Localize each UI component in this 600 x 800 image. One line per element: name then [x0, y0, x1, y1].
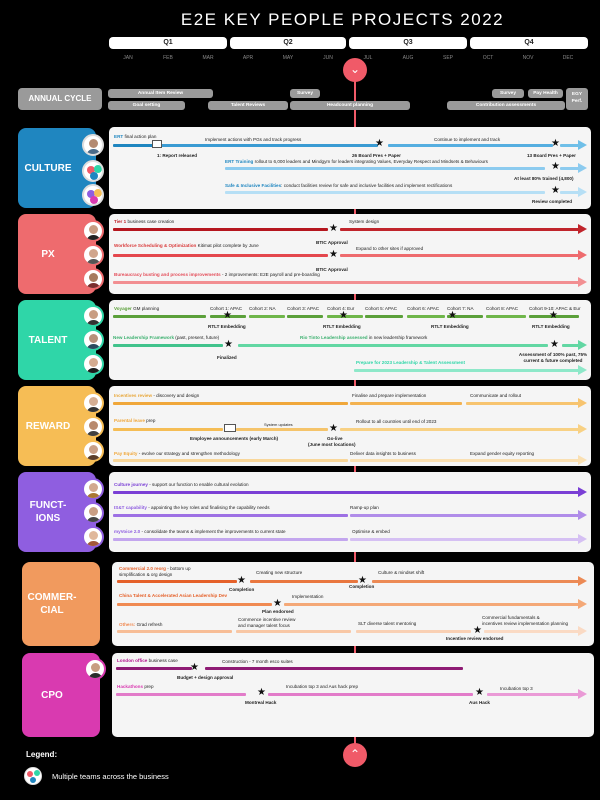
reward-r3-bar — [113, 459, 348, 462]
talent-r1-title: Voyager GM planning — [114, 306, 160, 311]
section-label-cpo: CPO — [22, 653, 100, 737]
milestone-star-icon: ★ — [237, 575, 246, 586]
cpo-r1-bar — [116, 667, 192, 670]
cohort-label: Cohort 3: APAC — [287, 306, 320, 311]
section-label-culture: CULTURE — [18, 128, 96, 208]
cpo-r2-title: Hackathons prep — [117, 684, 154, 689]
avatar — [82, 268, 104, 290]
annual-cycle-label: ANNUAL CYCLE — [18, 88, 102, 110]
month-label: JAN — [123, 55, 133, 61]
quarter-q2: Q2 — [230, 37, 346, 49]
cpo-r1-milestone: Budget + design approval — [177, 675, 234, 680]
culture-r3-milestone: Review completed — [532, 199, 573, 204]
cycle-headcount-planning: Headcount planning — [290, 101, 410, 110]
cycle-egy-perf: EGY Perf. — [566, 88, 588, 110]
px-r1-title: Tier 1 business case creation — [114, 219, 175, 224]
culture-r1-mid: Implement actions with PGs and track progress — [205, 137, 302, 142]
arrow-right-icon — [578, 510, 587, 520]
cycle-survey: Survey — [290, 89, 320, 98]
cycle-pay-health: Pay Health — [528, 89, 563, 98]
multi-team-icon — [82, 184, 104, 206]
functions-r3-bar — [350, 538, 580, 541]
commercial-r1-right: Culture & mindset shift — [378, 570, 425, 575]
arrow-right-icon — [578, 163, 587, 173]
month-label: JUN — [323, 55, 333, 61]
avatar — [82, 220, 104, 242]
multi-team-icon — [24, 767, 42, 785]
quarter-q3: Q3 — [349, 37, 467, 49]
talent-r1-bar — [113, 315, 206, 318]
avatar — [82, 392, 104, 414]
arrow-right-icon — [578, 250, 587, 260]
milestone-star-icon: ★ — [551, 161, 560, 172]
reward-r3-title: Pay Equity - evolve our strategy and strengthen methodology — [114, 451, 240, 456]
culture-r1-bar — [113, 144, 153, 147]
cpo-r2-bar — [268, 693, 473, 696]
section-label-reward: REWARD — [18, 386, 96, 466]
commercial-r3-a: Commence incentive review — [238, 617, 296, 622]
cohort-bar — [407, 315, 445, 318]
avatar — [82, 134, 104, 156]
culture-r1-title: ERT final action plan — [114, 134, 157, 139]
talent-r2-milestone: Assessment of 100% past, 75% current & future completed — [518, 352, 588, 363]
arrow-right-icon — [578, 277, 587, 287]
cpo-r2-bar — [116, 693, 246, 696]
culture-r2-milestone: At least 80% trained (4,800) — [514, 176, 574, 181]
px-r2-bar — [340, 254, 580, 257]
cohort-bar — [365, 315, 403, 318]
commercial-r1-bar — [372, 580, 580, 583]
culture-r1-bar — [560, 144, 580, 147]
arrow-right-icon — [578, 398, 587, 408]
px-r2-bar — [113, 254, 328, 257]
avatar — [82, 440, 104, 462]
arrow-right-icon — [578, 340, 587, 350]
chevron-down-icon: ⌄ — [349, 62, 361, 76]
scroll-down-button[interactable] — [343, 58, 367, 82]
month-label: OCT — [482, 55, 494, 61]
culture-r1-milestone: 13 Board Pres + Paper — [527, 153, 576, 158]
commercial-r3-c: Commercial fundamentals & — [482, 615, 540, 620]
cycle-survey: Survey — [492, 89, 524, 98]
commercial-r3-milestone: Incentive review endorsed — [446, 636, 504, 641]
cpo-r1-bar — [205, 667, 463, 670]
commercial-r1-milestone: Completion — [229, 587, 255, 592]
milestone-star-icon: ★ — [448, 310, 457, 321]
culture-r2-title: ERT Training rollout to 6,000 leaders and Mindgym for leaders integrating Values, Everyday Respect and Mindsets & Behaviours — [225, 159, 488, 164]
milestone-star-icon: ★ — [375, 138, 384, 149]
milestone-star-icon: ★ — [358, 575, 367, 586]
milestone-star-icon: ★ — [475, 687, 484, 698]
month-label: FEB — [163, 55, 173, 61]
milestone-star-icon: ★ — [223, 310, 232, 321]
arrow-right-icon — [578, 576, 587, 586]
milestone-star-icon: ★ — [190, 662, 199, 673]
talent-r2-mid: Rio Tinto Leadership assessed in new leadership framework — [300, 335, 428, 340]
px-r2-right: Expand to other sites if approved — [356, 246, 424, 251]
avatar — [82, 244, 104, 266]
milestone-star-icon: ★ — [339, 310, 348, 321]
arrow-right-icon — [578, 689, 587, 699]
section-label-px: PX — [18, 214, 96, 294]
commercial-r1-bar — [250, 580, 358, 583]
milestone-star-icon: ★ — [329, 223, 338, 234]
cpo-r2-right: Incubation top 3 — [500, 686, 533, 691]
chevron-up-icon: ⌃ — [349, 747, 361, 761]
arrow-right-icon — [578, 626, 587, 636]
section-panel-talent — [109, 300, 591, 380]
month-label: APR — [242, 55, 254, 61]
month-label: MAY — [282, 55, 294, 61]
talent-r3-bar — [354, 369, 580, 372]
reward-r3-right: Expand gender equity reporting — [470, 451, 535, 456]
commercial-r3-bar — [484, 630, 580, 633]
cpo-r1-title: London office business case — [117, 658, 178, 663]
px-r1-bar — [113, 228, 328, 231]
reward-r2-milestone: Employee announcements (early March) — [190, 436, 279, 441]
milestone-star-icon: ★ — [257, 687, 266, 698]
legend-text: Multiple teams across the business — [52, 772, 169, 781]
cycle-talent-reviews: Talent Reviews — [208, 101, 288, 110]
legend-title: Legend: — [26, 750, 58, 759]
arrow-right-icon — [578, 424, 587, 434]
talent-embedding-label: RTLT Embedding — [532, 324, 570, 329]
milestone-star-icon: ★ — [549, 310, 558, 321]
commercial-r2-bar — [284, 603, 580, 606]
reward-r1-bar — [466, 402, 580, 405]
functions-r1-bar — [113, 491, 580, 494]
culture-r1-right: Continue to implement and track — [434, 137, 501, 142]
px-r2-milestone: BTIC Approval — [316, 267, 348, 272]
functions-r2-right: Ramp-up plan — [350, 505, 379, 510]
commercial-r2-title: China Talent & Accelerated Asian Leadership Dev — [119, 593, 228, 598]
arrow-right-icon — [578, 187, 587, 197]
talent-r2-bar — [113, 344, 223, 347]
page-title: E2E KEY PEOPLE PROJECTS 2022 — [180, 10, 505, 29]
quarter-q4: Q4 — [470, 37, 588, 49]
functions-r3-title: myVoice 2.0 - consolidate the teams & implement the improvements to current state — [114, 529, 286, 534]
px-r1-bar — [340, 228, 580, 231]
reward-r2-milestone: (June most locations) — [308, 442, 356, 447]
px-r1-milestone: BTIC Approval — [316, 240, 348, 245]
cohort-label: Cohort 7: NA — [447, 306, 474, 311]
cycle-contribution-assessments: Contribution assessments — [447, 101, 565, 110]
quarter-q1: Q1 — [109, 37, 227, 49]
reward-r3-mid: Deliver data insights to business — [350, 451, 416, 456]
talent-r2-bar — [238, 344, 548, 347]
avatar — [82, 416, 104, 438]
talent-r2-milestone: Finalized — [217, 355, 237, 360]
px-r3-title: Bureaucracy busting and process improvements - 2 improvements: E2E payroll and pre-boarding — [114, 272, 320, 277]
cohort-label: Cohort 4: Eur — [327, 306, 355, 311]
avatar — [82, 478, 104, 500]
milestone-star-icon: ★ — [273, 598, 282, 609]
month-label: JUL — [363, 55, 373, 61]
cohort-label: Cohort 9-10: APAC & Eur — [529, 306, 581, 311]
month-label: SEP — [442, 55, 453, 61]
reward-r2-title: Parental leave prep — [114, 418, 156, 423]
laptop-icon — [224, 424, 236, 432]
reward-r2-right: Rollout to all countries until end of 2023 — [356, 419, 437, 424]
px-r2-title: Workforce Scheduling & Optimization Kitimat pilot complete by June — [114, 243, 259, 248]
reward-r2-milestone: Go-live — [327, 436, 343, 441]
cohort-bar — [486, 315, 526, 318]
milestone-star-icon: ★ — [329, 423, 338, 434]
functions-r2-bar — [350, 514, 580, 517]
section-label-commercial: COMMER- CIAL — [22, 562, 100, 646]
commercial-r2-bar — [117, 603, 272, 606]
month-label: AUG — [402, 55, 414, 61]
culture-r3-bar — [225, 191, 545, 194]
multi-team-icon — [82, 160, 104, 182]
culture-r3-title: Safe & Inclusive Facilities: conduct facilities review for safe and inclusive facilities and implement rectifications — [225, 183, 453, 188]
commercial-r1-mid: Creating new structure — [256, 570, 303, 575]
arrow-right-icon — [578, 140, 587, 150]
functions-r2-bar — [113, 514, 348, 517]
reward-r1-title: Incentives review - discovery and design — [114, 393, 200, 398]
talent-r2-title: New Leadership Framework (past, present, future) — [113, 335, 220, 340]
commercial-r3-bar — [356, 630, 471, 633]
reward-r2-bar — [236, 428, 328, 431]
reward-r1-bar — [113, 402, 348, 405]
reward-r2-bar — [113, 428, 223, 431]
commercial-r3-c-line2: incentives review implementation planning — [482, 621, 569, 626]
reward-r1-mid: Finalise and prepare implementation — [352, 393, 427, 398]
cohort-bar — [249, 315, 285, 318]
commercial-r3-bar — [117, 630, 232, 633]
cohort-label: Cohort 6: APAC — [407, 306, 440, 311]
px-r3-bar — [113, 281, 580, 284]
culture-r3-bar — [560, 191, 580, 194]
commercial-r3-title: Others: Grad refresh — [119, 622, 163, 627]
culture-r1-bar — [388, 144, 553, 147]
talent-r3-title: Prepare for 2023 Leadership & Talent Assessment — [356, 360, 466, 365]
reward-r2-system: System updates — [264, 422, 293, 427]
commercial-r3-b: SLT diverse talent mentoring — [358, 621, 417, 626]
reward-r3-bar — [350, 459, 580, 462]
cohort-bar — [287, 315, 323, 318]
talent-embedding-label: RTLT Embedding — [431, 324, 469, 329]
reward-r1-bar — [350, 402, 462, 405]
milestone-star-icon: ★ — [551, 185, 560, 196]
cycle-annual-item-review: Annual Item Review — [108, 89, 213, 98]
reward-r1-right: Communicate and rollout — [470, 393, 522, 398]
milestone-star-icon: ★ — [551, 138, 560, 149]
milestone-star-icon: ★ — [224, 339, 233, 350]
report-icon — [152, 140, 162, 148]
section-label-functions: FUNCT- IONS — [18, 472, 96, 552]
commercial-r3-a-line2: and manager talent focus — [238, 623, 290, 628]
commercial-r3-bar — [236, 630, 351, 633]
cpo-r2-milestone: Montreal Hack — [245, 700, 277, 705]
cpo-r2-bar — [487, 693, 580, 696]
section-label-talent: TALENT — [18, 300, 96, 380]
arrow-right-icon — [578, 365, 587, 375]
cohort-label: Cohort 8: APAC — [486, 306, 519, 311]
commercial-r1-bar — [117, 580, 237, 583]
avatar — [82, 305, 104, 327]
culture-r2-bar — [225, 167, 545, 170]
culture-r1-milestone: 26 Board Pres + Paper — [352, 153, 401, 158]
culture-r1-milestone: 1: Report released — [157, 153, 198, 158]
cohort-label: Cohort 1: APAC — [210, 306, 243, 311]
arrow-right-icon — [578, 487, 587, 497]
avatar — [84, 658, 106, 680]
milestone-star-icon: ★ — [473, 625, 482, 636]
culture-r1-bar — [158, 144, 378, 147]
scroll-up-button[interactable] — [343, 743, 367, 767]
avatar — [82, 526, 104, 548]
functions-r2-title: IS&T capability - appointing the key roles and finalising the capability needs — [114, 505, 270, 510]
culture-r2-bar — [560, 167, 580, 170]
arrow-right-icon — [578, 599, 587, 609]
milestone-star-icon: ★ — [550, 339, 559, 350]
avatar — [82, 329, 104, 351]
commercial-r1-milestone: Completion — [349, 584, 375, 589]
reward-r2-bar — [340, 428, 580, 431]
functions-r3-right: Optimise & embed — [352, 529, 390, 534]
functions-r1-title: Culture journey - support our function to enable cultural evolution — [114, 482, 249, 487]
talent-embedding-label: RTLT Embedding — [208, 324, 246, 329]
arrow-right-icon — [578, 455, 587, 465]
talent-embedding-label: RTLT Embedding — [323, 324, 361, 329]
cpo-r1-right: Construction - 7 month esco suites — [222, 659, 293, 664]
avatar — [82, 502, 104, 524]
px-r1-right: System design — [349, 219, 380, 224]
month-label: DEC — [562, 55, 574, 61]
commercial-r2-milestone: Plan endorsed — [262, 609, 294, 614]
arrow-right-icon — [578, 534, 587, 544]
functions-r3-bar — [113, 538, 348, 541]
commercial-r2-mid: Implementation — [292, 594, 324, 599]
cohort-label: Cohort 5: APAC — [365, 306, 398, 311]
commercial-r1-title-line2: simplification & org design — [119, 572, 173, 577]
commercial-r1-title: Commercial 2.0 reorg - bottom up — [119, 566, 191, 571]
cpo-r2-mid: Incubation top 3 and Aus hack prep — [286, 684, 359, 689]
month-label: MAR — [202, 55, 214, 61]
milestone-star-icon: ★ — [329, 249, 338, 260]
arrow-right-icon — [578, 224, 587, 234]
cycle-goal-setting: Goal setting — [108, 101, 185, 110]
avatar — [82, 353, 104, 375]
cpo-r2-milestone: Aus Hack — [469, 700, 490, 705]
cohort-label: Cohort 2: NA — [249, 306, 276, 311]
month-label: NOV — [522, 55, 534, 61]
